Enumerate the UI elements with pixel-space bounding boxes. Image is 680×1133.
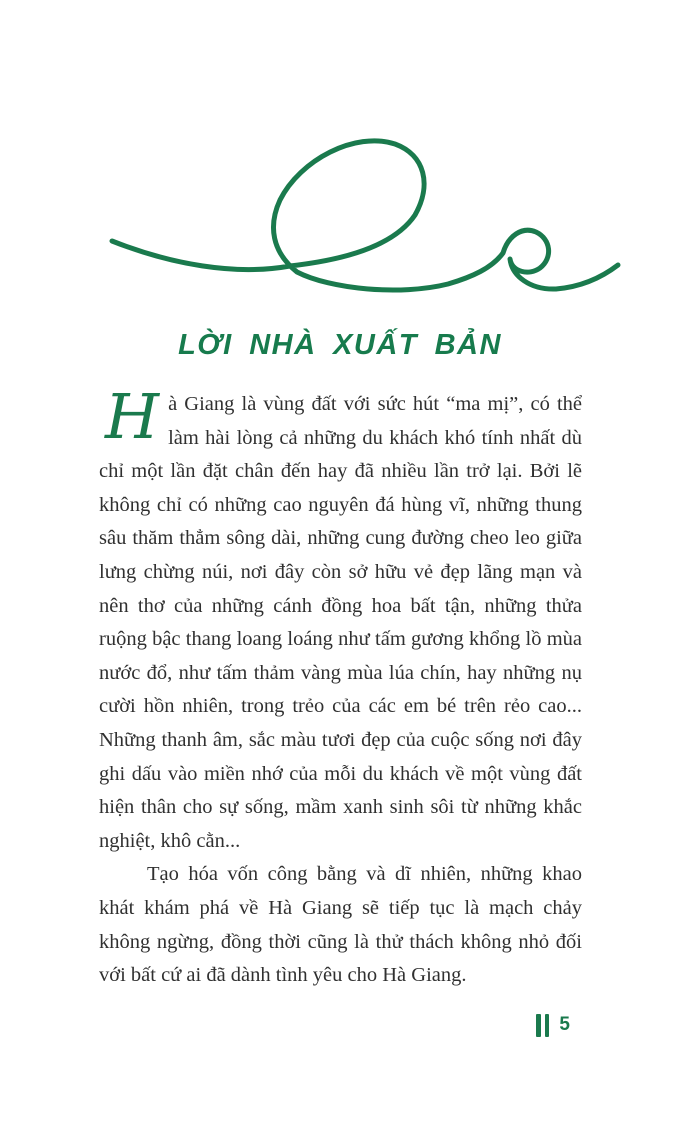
paragraph-text: Tạo hóa vốn công bằng và dĩ nhiên, những khao khát khám phá về Hà Giang sẽ tiếp tục là mạch chảy không ngừng, đồng thời cũng là thử thách không nhỏ đối với bất cứ ai đã dành tình yêu cho Hà Giang. [99, 863, 582, 987]
drop-cap: H [105, 380, 160, 453]
body-text [99, 380, 582, 993]
double-vertical-bars-icon [536, 1014, 549, 1037]
chapter-title: LỜI NHÀ XUẤT BẢN [178, 329, 502, 361]
page-footer [536, 1012, 570, 1038]
paragraph-text: à Giang là vùng đất với sức hút “ma mị”, có thể làm hài lòng cả những du khách khó tính nhất dù chỉ một lần đặt chân đến hay đã nhiều lần trở lại. Bởi lẽ không chỉ có những cao nguyên đá hùng vĩ, những thung sâu thăm thẳm sông dài, những cung đường cheo leo giữa lưng chừng núi, nơi đây còn sở hữu vẻ đẹp lãng mạn và nên thơ của những cánh đồng hoa bất tận, những thửa ruộng bậc thang loang loáng như tấm gương khổng lồ mùa nước đổ, như tấm thảm vàng mùa lúa chín, hay những nụ cười hồn nhiên, trong trẻo của các em bé trên rẻo cao... Những thanh âm, sắc màu tươi đẹp của cuộc sống nơi đây ghi dấu vào miền nhớ của mỗi du khách về một vùng đất hiện thân cho sự sống, mầm xanh sinh sôi từ những khắc nghiệt, khô cằn... [99, 393, 582, 852]
page-number: 5 [559, 1014, 570, 1035]
paragraph [99, 858, 582, 992]
paragraph [99, 380, 582, 858]
